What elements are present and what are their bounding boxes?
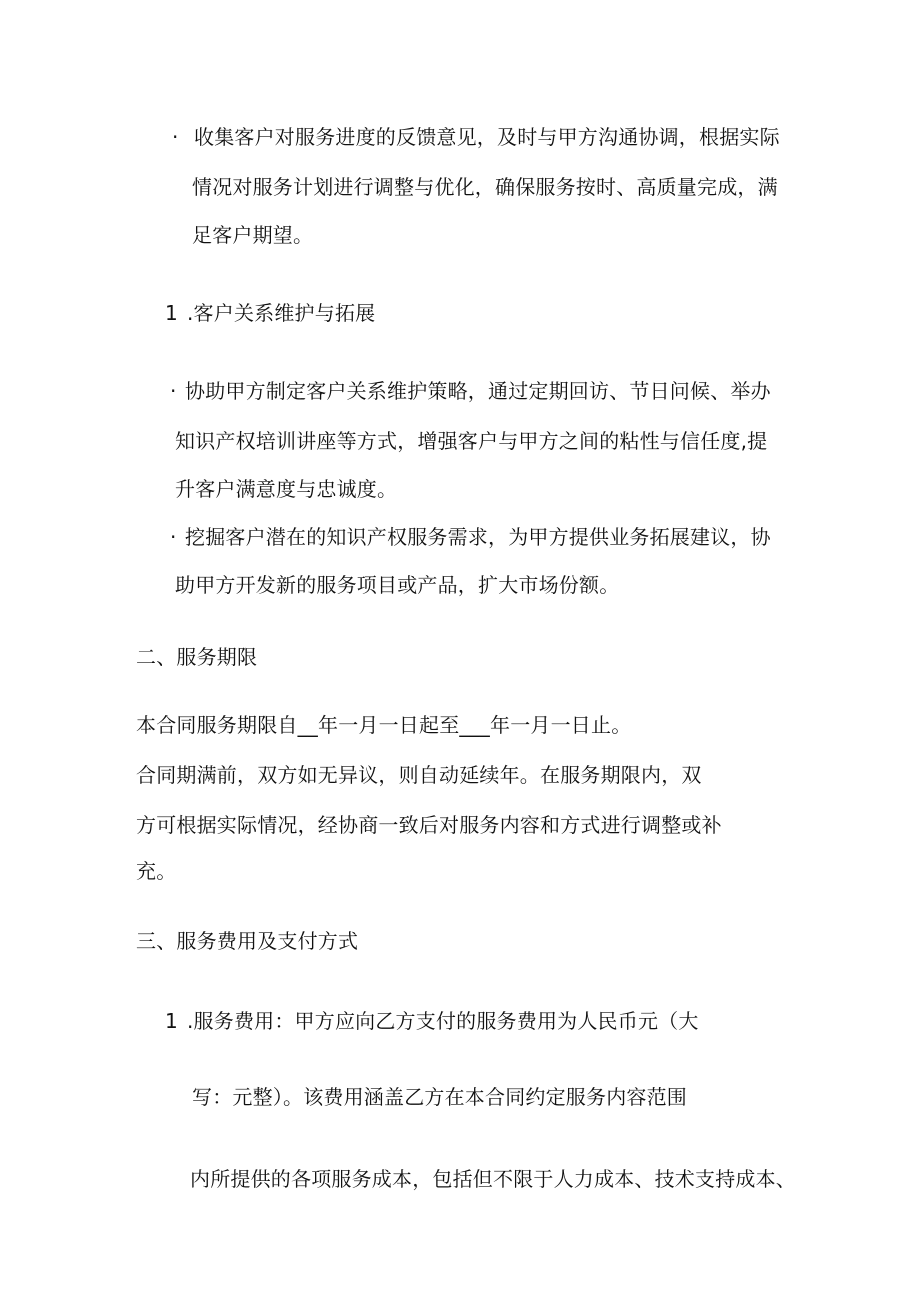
paragraph-line: 合同期满前，双方如无异议，则自动延续年。在服务期限内，双 [136,763,702,787]
paragraph-line: 内所提供的各项服务成本，包括但不限于人力成本、技术支持成本、 [190,1167,796,1191]
paragraph-line: 充。 [136,859,177,883]
list-item-title: .客户关系维护与拓展 [187,301,376,325]
list-number: 1 [165,1009,178,1033]
bullet-dot: · [172,125,179,149]
paragraph-line: 收集客户对服务进度的反馈意见，及时与甲方沟通协调，根据实际 [194,125,780,149]
paragraph-line: 方可根据实际情况，经协商一致后对服务内容和方式进行调整或补 [136,813,722,837]
paragraph-line: 本合同服务期限自__年一月一日起至___年一月一日止。 [136,713,632,737]
paragraph-line: 写：元整）。该费用涵盖乙方在本合同约定服务内容范围 [192,1085,687,1109]
paragraph-line: 情况对服务计划进行调整与优化，确保服务按时、高质量完成，满 [192,175,778,199]
section-heading: 二、服务期限 [136,645,258,669]
bullet-dot: · [170,525,177,549]
paragraph-line: 协助甲方制定客户关系维护策略，通过定期回访、节日问候、举办 [185,379,771,403]
bullet-dot: · [170,379,177,403]
section-heading: 三、服务费用及支付方式 [136,929,359,953]
paragraph-line: 升客户满意度与忠诚度。 [175,477,398,501]
list-number: 1 [165,301,178,325]
paragraph-line: 足客户期望。 [192,223,314,247]
paragraph-line: 挖掘客户潜在的知识产权服务需求，为甲方提供业务拓展建议，协 [185,525,771,549]
paragraph-line: 助甲方开发新的服务项目或产品，扩大市场份额。 [175,573,620,597]
paragraph-line: 知识产权培训讲座等方式，增强客户与甲方之间的粘性与信任度,提 [175,429,768,453]
paragraph-line: .服务费用：甲方应向乙方支付的服务费用为人民币元（大 [187,1009,699,1033]
